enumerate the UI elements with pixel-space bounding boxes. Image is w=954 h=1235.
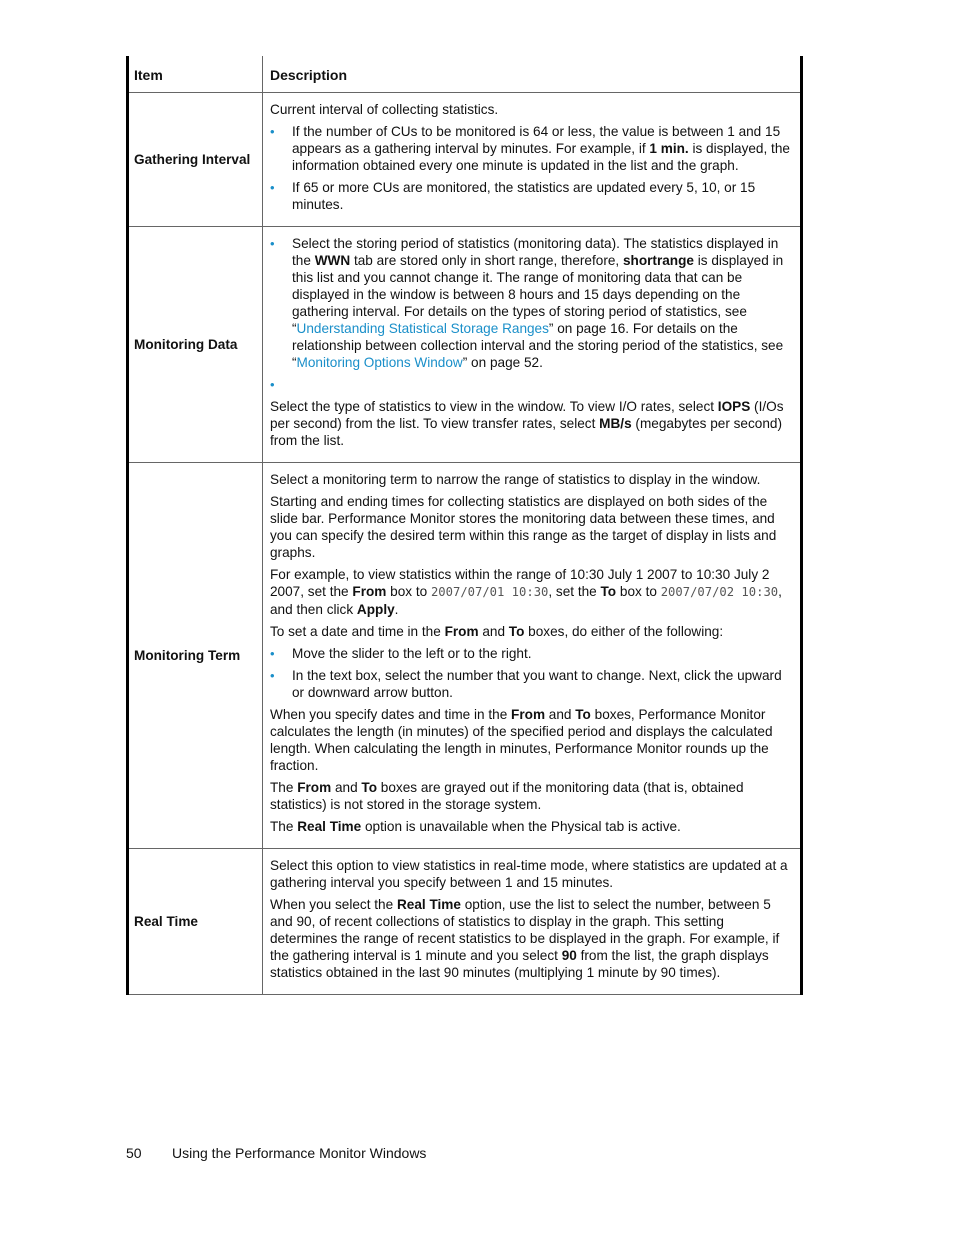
list-item: • In the text box, select the number that you want to change. Next, click the upward or downward arrow button. <box>270 667 782 700</box>
row-item-label: Monitoring Data <box>128 226 263 462</box>
list-item: • Select the storing period of statistics (monitoring data). The statistics displayed in the WWN tab are stored only in short range, therefore, shortrange is displayed in this list and you cannot change it. The range of monitoring data that can be displayed in the window is between 8 hours and 15 days depending on the gathering interval. For details on the types of storing period of statistics, see “Understanding Statistical Storage Ranges” on page 16. For details on the relationship between collection interval and the storing period of the statistics, see “Monitoring Options Window” on page 52. <box>270 235 784 370</box>
table-row <box>128 462 802 848</box>
header-description: Description <box>263 56 802 92</box>
page-footer <box>126 1145 426 1161</box>
header-item: Item <box>128 56 263 92</box>
table-header-row <box>128 56 802 92</box>
paragraph: Select this option to view statistics in real-time mode, where statistics are updated at a gathering interval you specify between 1 and 15 minutes. <box>270 857 788 890</box>
row-item-label: Gathering Interval <box>128 92 263 226</box>
paragraph: Select the type of statistics to view in the window. To view I/O rates, select IOPS (I/Os per second) from the list. To view transfer rates, select MB/s (megabytes per second) from the list. <box>270 398 784 448</box>
link-monitoring-options[interactable]: Monitoring Options Window <box>296 354 463 370</box>
paragraph: Starting and ending times for collecting statistics are displayed on both sides of the slide bar. Performance Monitor stores the monitoring data between these times, and you can specify the desired term within this range as the target of display in lists and graphs. <box>270 493 777 560</box>
paragraph: Current interval of collecting statistics. <box>270 101 499 117</box>
list-item: • Move the slider to the left or to the right. <box>270 645 532 661</box>
table-row <box>128 848 802 994</box>
bullet-list <box>270 123 792 213</box>
description-table <box>126 56 803 995</box>
list-item <box>270 376 792 393</box>
paragraph: When you select the Real Time option, use the list to select the number, between 5 and 90, of recent collections of statistics to display in the graph. This setting determines the range of recent statistics to be displayed in the graph. For example, if the gathering interval is 1 minute and you select 90 from the list, the graph displays statistics obtained in the last 90 minutes (multiplying 1 minute by 90 times). <box>270 896 780 980</box>
bullet-list <box>270 645 792 701</box>
row-item-label: Monitoring Term <box>128 462 263 848</box>
list-item: • If 65 or more CUs are monitored, the statistics are updated every 5, 10, or 15 minutes. <box>270 179 756 212</box>
table-row <box>128 226 802 462</box>
bullet-icon: • <box>270 123 275 139</box>
code-to: 2007/07/02 10:30 <box>660 584 779 599</box>
paragraph: The Real Time option is unavailable when the Physical tab is active. <box>270 818 681 834</box>
code-from: 2007/07/01 10:30 <box>430 584 549 599</box>
bullet-icon: • <box>270 645 275 661</box>
paragraph: To set a date and time in the From and To boxes, do either of the following: <box>270 623 724 639</box>
paragraph: The From and To boxes are grayed out if the monitoring data (that is, obtained statistics) is not stored in the storage system. <box>270 779 744 812</box>
link-storage-ranges[interactable]: Understanding Statistical Storage Ranges <box>296 320 549 336</box>
footer-title: Using the Performance Monitor Windows <box>172 1145 427 1161</box>
row-description <box>263 226 802 462</box>
row-item-label: Real Time <box>128 848 263 994</box>
bullet-icon: • <box>270 179 275 195</box>
row-description <box>263 462 802 848</box>
paragraph: For example, to view statistics within the range of 10:30 July 1 2007 to 10:30 July 2 2007, set the From box to 2007/07/01 10:30, set the To box to 2007/07/02 10:30, and then click Apply. <box>270 566 782 617</box>
table-row <box>128 92 802 226</box>
list-item: • If the number of CUs to be monitored is 64 or less, the value is between 1 and 15 appears as a gathering interval by minutes. For example, if 1 min. is displayed, the information obtained every one minute is updated in the list and the graph. <box>270 123 790 173</box>
bullet-icon: • <box>270 667 275 683</box>
bullet-icon: • <box>270 235 275 251</box>
bullet-list <box>270 235 792 393</box>
paragraph: Select a monitoring term to narrow the range of statistics to display in the window. <box>270 471 761 487</box>
row-description <box>263 848 802 994</box>
bullet-icon: • <box>270 376 275 392</box>
row-description <box>263 92 802 226</box>
paragraph: When you specify dates and time in the From and To boxes, Performance Monitor calculates the length (in minutes) of the specified period and displays the calculated length. When calculating the length in minutes, Performance Monitor rounds up the fraction. <box>270 706 773 773</box>
page-number: 50 <box>126 1145 142 1161</box>
